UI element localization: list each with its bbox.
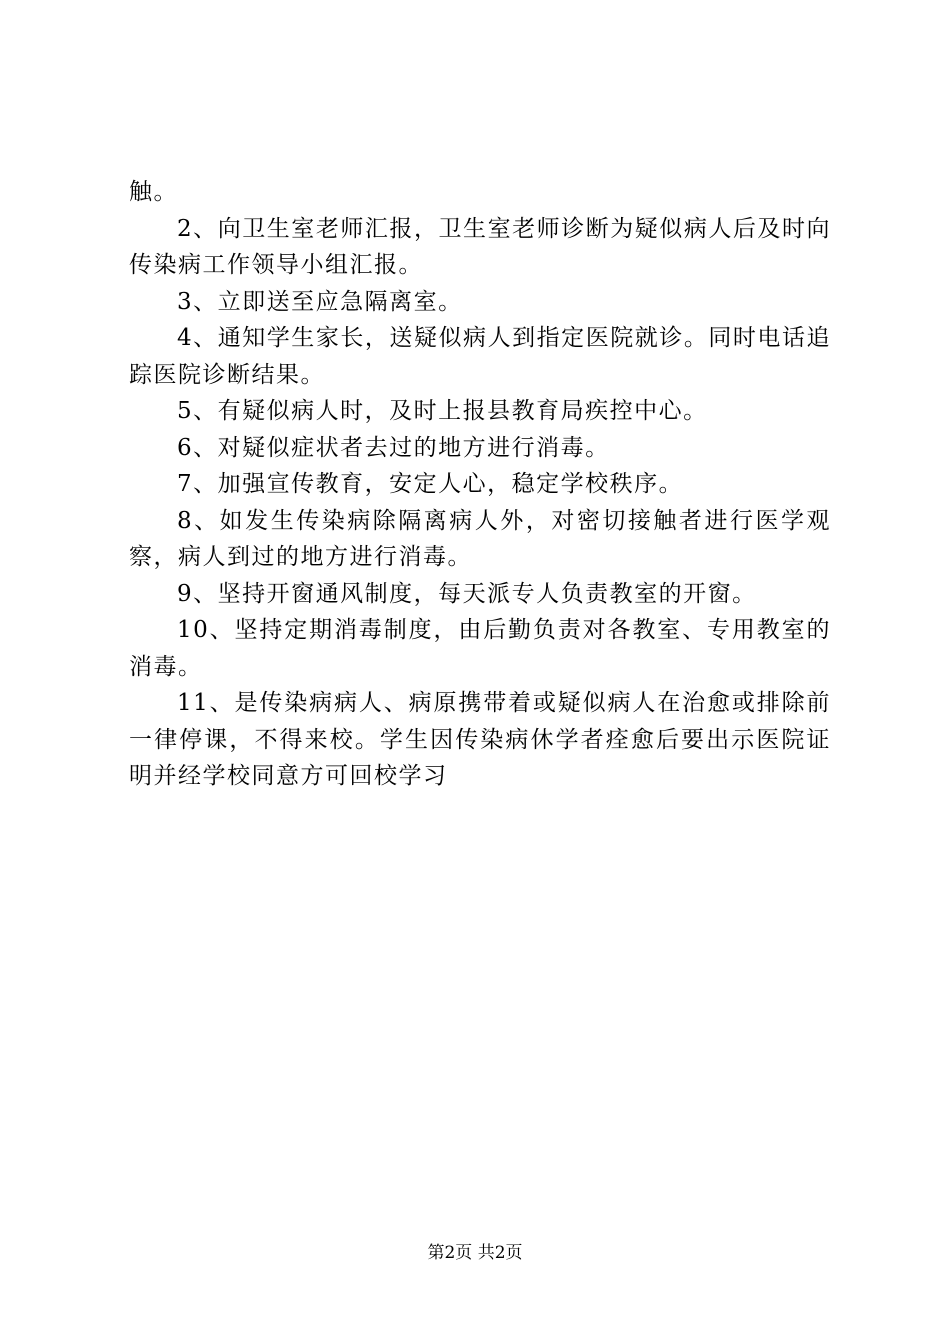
page-footer: 第2页 共2页 [427,1243,523,1263]
list-item-8: 8、如发生传染病除隔离病人外，对密切接触者进行医学观察，病人到过的地方进行消毒。 [129,507,831,570]
list-item-10: 10、坚持定期消毒制度，由后勤负责对各教室、专用教室的消毒。 [129,617,831,680]
list-item-3: 3、立即送至应急隔离室。 [177,288,463,315]
list-item-5: 5、有疑似病人时，及时上报县教育局疾控中心。 [177,398,708,424]
list-item-2: 2、向卫生室老师汇报，卫生室老师诊断为疑似病人后及时向传染病工作领导小组汇报。 [129,215,831,278]
paragraph-continuation: 触。 [129,179,178,205]
list-item-9: 9、坚持开窗通风制度，每天派专人负责教室的开窗。 [177,580,757,607]
list-item-6: 6、对疑似症状者去过的地方进行消毒。 [177,434,610,461]
list-item-7: 7、加强宣传教育，安定人心，稳定学校秩序。 [177,471,684,497]
document-body [129,174,831,795]
list-item-4: 4、通知学生家长，送疑似病人到指定医院就诊。同时电话追踪医院诊断结果。 [129,325,831,388]
list-item-11: 11、是传染病病人、病原携带着或疑似病人在治愈或排除前一律停课，不得来校。学生因传染病休学者痊愈后要出示医院证明并经学校同意方可回校学习 [129,690,831,789]
